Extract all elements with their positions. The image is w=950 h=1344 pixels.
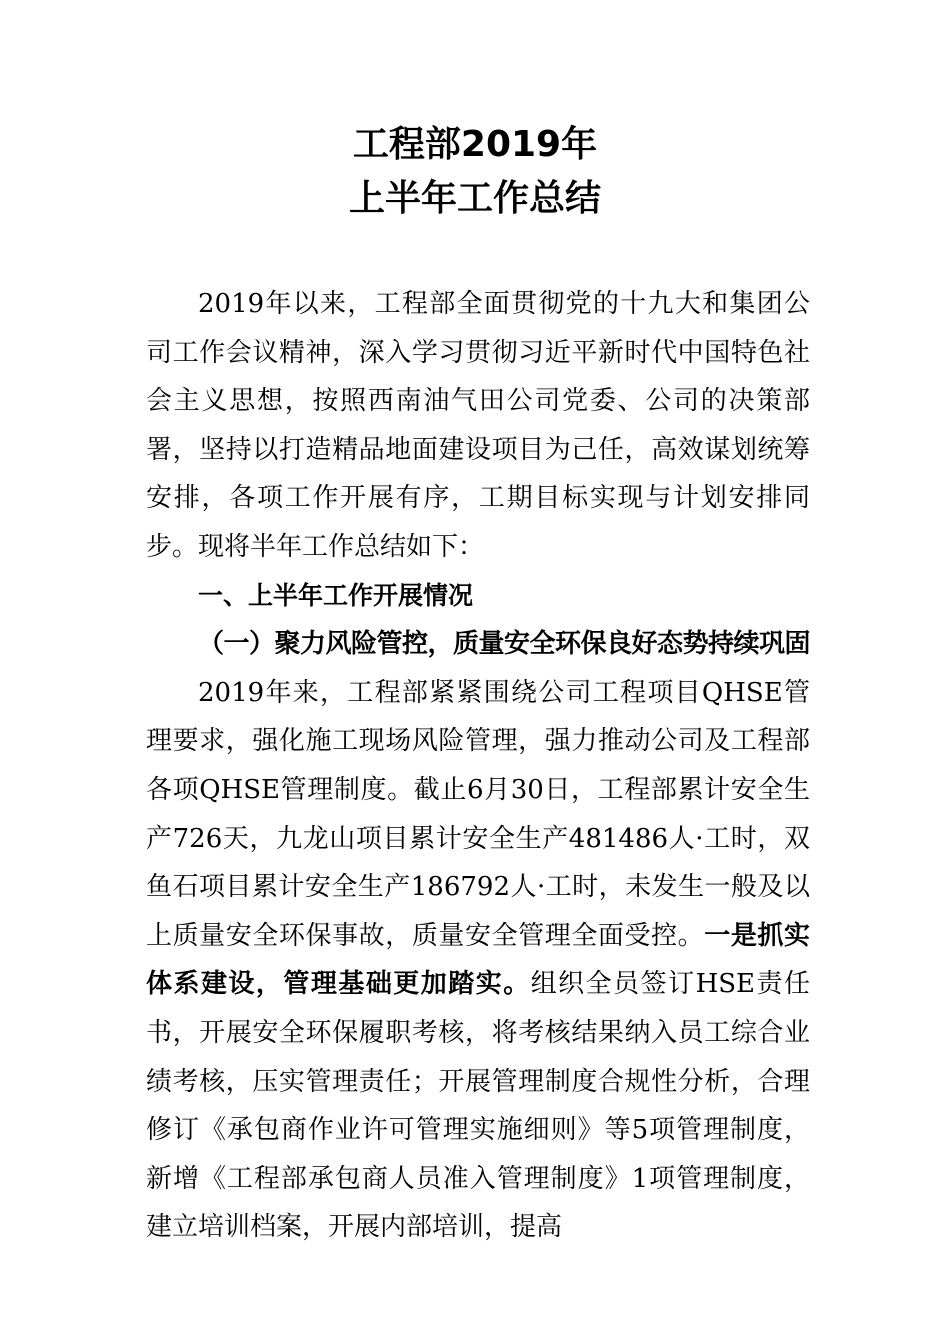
document-body [146,280,810,1252]
title-line-2: 上半年工作总结 [348,178,601,219]
subsection-paragraph [146,669,810,1252]
paragraph-bold-lead: 一是抓实体系建设，管理基础更加踏实。 [146,920,810,1000]
section-heading: 一、上半年工作开展情况 [198,580,474,610]
document-title [0,118,950,226]
title-line-1: 工程部2019年 [352,124,598,165]
paragraph-text-part-2: 组织全员签订HSE责任书，开展安全环保履职考核，将考核结果纳入员工综合业绩考核，压实管理责任；开展管理制度合规性分析，合理修订《承包商作业许可管理实施细则》等5项管理制度，新增《工程部承包商人员准入管理制度》1项管理制度，建立培训档案，开展内部培训，提高 [146,969,810,1243]
paragraph-text-part-1: 2019年来，工程部紧紧围绕公司工程项目QHSE管理要求，强化施工现场风险管理，强力推动公司及工程部各项QHSE管理制度。截止6月30日，工程部累计安全生产726天，九龙山项目累计安全生产481486人·工时，双鱼石项目累计安全生产186792人·工时，未发生一般及以上质量安全环保事故，质量安全管理全面受控。 [146,677,810,951]
subsection-heading: （一）聚力风险管控，质量安全环保良好态势持续巩固 [198,629,811,660]
intro-paragraph: 2019年以来，工程部全面贯彻党的十九大和集团公司工作会议精神，深入学习贯彻习近平新时代中国特色社会主义思想，按照西南油气田公司党委、公司的决策部署，坚持以打造精品地面建设项目为己任，高效谋划统筹安排，各项工作开展有序，工期目标实现与计划安排同步。现将半年工作总结如下： [146,289,810,562]
